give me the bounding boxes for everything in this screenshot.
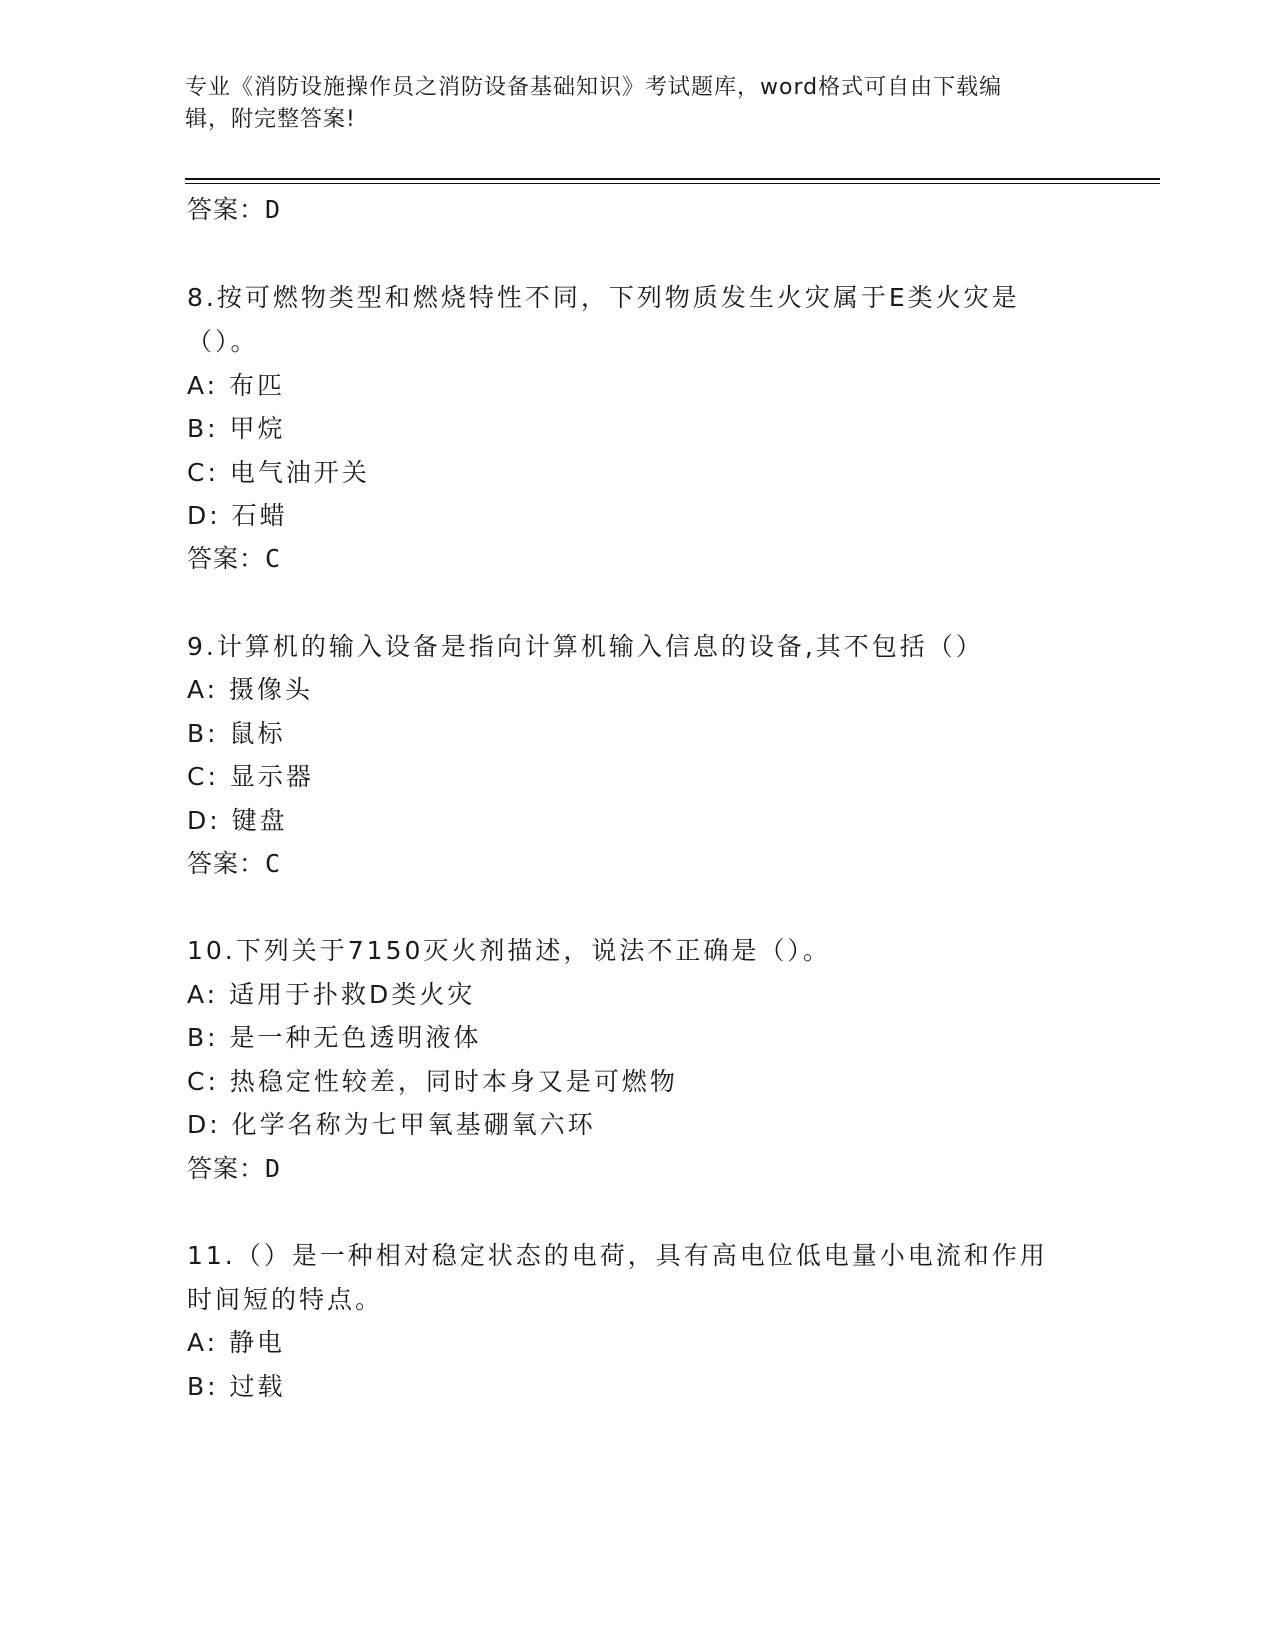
option-letter: C: xyxy=(187,458,219,487)
option-a xyxy=(187,1326,285,1360)
question-stem-continued: 时间短的特点。 xyxy=(187,1285,384,1314)
document-header xyxy=(185,72,1085,136)
option-a xyxy=(187,673,313,707)
option-a xyxy=(187,369,285,403)
option-c xyxy=(187,456,370,490)
header-rule-thick xyxy=(185,178,1160,180)
option-d xyxy=(187,499,288,533)
option-text: 电气油开关 xyxy=(229,458,370,487)
option-text: 适用于扑救D类火灾 xyxy=(229,980,476,1009)
option-d xyxy=(187,804,288,838)
answer-line xyxy=(187,1152,281,1186)
option-letter: B: xyxy=(187,719,219,748)
option-b xyxy=(187,1370,286,1404)
option-b xyxy=(187,412,286,446)
answer-line xyxy=(187,847,281,881)
option-letter: A: xyxy=(187,371,219,400)
option-letter: D: xyxy=(187,501,221,530)
option-text: 布匹 xyxy=(229,371,286,400)
option-c xyxy=(187,1065,678,1099)
option-b xyxy=(187,1021,482,1055)
option-letter: B: xyxy=(187,414,219,443)
question-stem: 8.按可燃物类型和燃烧特性不同，下列物质发生火灾属于E类火灾是 xyxy=(187,283,1020,312)
option-text: 鼠标 xyxy=(229,719,286,748)
answer-value: D xyxy=(265,195,282,224)
option-text: 键盘 xyxy=(231,806,288,835)
answer-value: C xyxy=(265,849,282,878)
answer-label: 答案： xyxy=(187,544,266,573)
option-letter: B: xyxy=(187,1023,219,1052)
answer-line-q7 xyxy=(187,193,281,227)
answer-label: 答案： xyxy=(187,1154,266,1183)
header-line-1: 专业《消防设施操作员之消防设备基础知识》考试题库，word格式可自由下载编 xyxy=(185,75,1003,100)
option-letter: A: xyxy=(187,980,219,1009)
answer-label: 答案： xyxy=(187,195,266,224)
option-text: 石蜡 xyxy=(231,501,288,530)
option-text: 甲烷 xyxy=(229,414,286,443)
question-stem-continued: （）。 xyxy=(187,327,259,356)
question-stem: 11.（）是一种相对稳定状态的电荷，具有高电位低电量小电流和作用 xyxy=(187,1241,1048,1270)
option-text: 静电 xyxy=(229,1328,286,1357)
option-text: 摄像头 xyxy=(229,675,314,704)
option-letter: A: xyxy=(187,1328,219,1357)
option-c xyxy=(187,760,314,794)
option-letter: D: xyxy=(187,1110,221,1139)
option-a xyxy=(187,978,475,1012)
option-text: 是一种无色透明液体 xyxy=(229,1023,482,1052)
option-d xyxy=(187,1108,596,1142)
option-letter: C: xyxy=(187,1067,219,1096)
option-text: 热稳定性较差，同时本身又是可燃物 xyxy=(229,1067,678,1096)
option-letter: B: xyxy=(187,1372,219,1401)
option-letter: D: xyxy=(187,806,221,835)
answer-value: D xyxy=(265,1154,282,1183)
option-b xyxy=(187,717,286,751)
option-text: 显示器 xyxy=(229,762,314,791)
question-stem: 10.下列关于7150灭火剂描述，说法不正确是（）。 xyxy=(187,936,831,965)
option-letter: A: xyxy=(187,675,219,704)
question-stem: 9.计算机的输入设备是指向计算机输入信息的设备,其不包括（） xyxy=(187,632,984,661)
answer-line xyxy=(187,542,281,576)
header-line-2: 辑，附完整答案! xyxy=(185,107,356,132)
option-text: 过载 xyxy=(229,1372,286,1401)
option-letter: C: xyxy=(187,762,219,791)
option-text: 化学名称为七甲氧基硼氧六环 xyxy=(231,1110,596,1139)
answer-value: C xyxy=(265,544,282,573)
header-rule-thin xyxy=(185,183,1160,184)
answer-label: 答案： xyxy=(187,849,266,878)
